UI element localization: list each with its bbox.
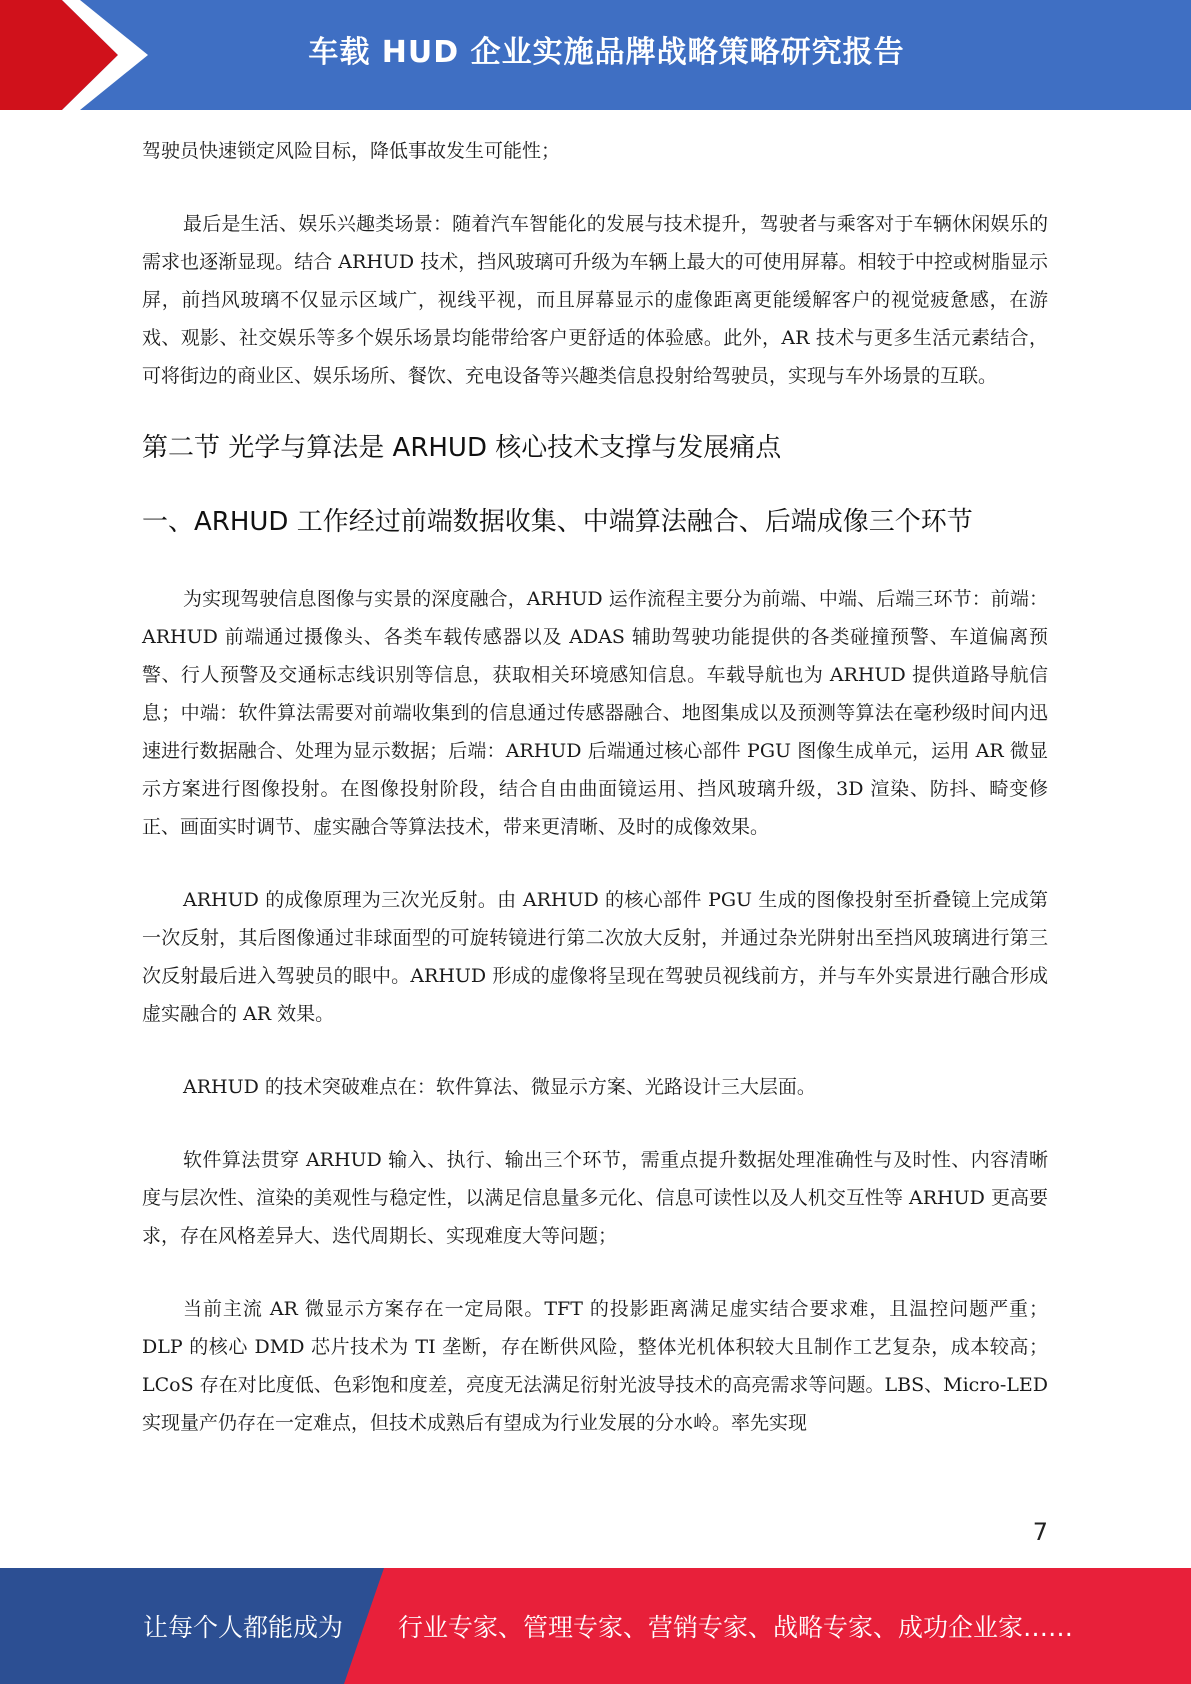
page-footer xyxy=(0,1568,1191,1684)
paragraph-continued: 驾驶员快速锁定风险目标，降低事故发生可能性； xyxy=(142,140,561,162)
subsection-heading: 一、ARHUD 工作经过前端数据收集、中端算法融合、后端成像三个环节 xyxy=(142,507,973,537)
paragraph-micro-display: 当前主流 AR 微显示方案存在一定局限。TFT 的投影距离满足虚实结合要求难，且温控问题严重；DLP 的核心 DMD 芯片技术为 TI 垄断，存在断供风险，整体光机体积较大且制作工艺复杂，成本较高；LCoS 存在对比度低、色彩饱和度差，亮度无法满足衍射光波导技术的高亮需求等问题。LBS、Micro-LED 实现量产仍存在一定难点，但技术成熟后有望成为行业发展的分水岭。率先实现 xyxy=(142,1298,1048,1434)
report-title: 车载 HUD 企业实施品牌战略策略研究报告 xyxy=(308,35,905,70)
section-heading: 第二节 光学与算法是 ARHUD 核心技术支撑与发展痛点 xyxy=(142,433,782,463)
document-body xyxy=(142,132,1048,1477)
page-header xyxy=(0,0,1191,110)
paragraph-workflow: 为实现驾驶信息图像与实景的深度融合，ARHUD 运作流程主要分为前端、中端、后端三环节：前端：ARHUD 前端通过摄像头、各类车载传感器以及 ADAS 辅助驾驶功能提供的各类碰撞预警、车道偏离预警、行人预警及交通标志线识别等信息，获取相关环境感知信息。车载导航也为 ARHUD 提供道路导航信息；中端：软件算法需要对前端收集到的信息通过传感器融合、地图集成以及预测等算法在毫秒级时间内迅速进行数据融合、处理为显示数据；后端：ARHUD 后端通过核心部件 PGU 图像生成单元，运用 AR 微显示方案进行图像投射。在图像投射阶段，结合自由曲面镜运用、挡风玻璃升级，3D 渲染、防抖、畸变修正、画面实时调节、虚实融合等算法技术，带来更清晰、及时的成像效果。 xyxy=(142,588,1048,838)
paragraph-entertainment-scenario: 最后是生活、娱乐兴趣类场景：随着汽车智能化的发展与技术提升，驾驶者与乘客对于车辆休闲娱乐的需求也逐渐显现。结合 ARHUD 技术，挡风玻璃可升级为车辆上最大的可使用屏幕。相较于中控或树脂显示屏，前挡风玻璃不仅显示区域广，视线平视，而且屏幕显示的虚像距离更能缓解客户的视觉疲惫感，在游戏、观影、社交娱乐等多个娱乐场景均能带给客户更舒适的体验感。此外，AR 技术与更多生活元素结合，可将街边的商业区、娱乐场所、餐饮、充电设备等兴趣类信息投射给驾驶员，实现与车外场景的互联。 xyxy=(142,213,1048,387)
footer-slogan-right: 行业专家、管理专家、营销专家、战略专家、成功企业家…… xyxy=(398,1613,1074,1642)
paragraph-technical-difficulties: ARHUD 的技术突破难点在：软件算法、微显示方案、光路设计三大层面。 xyxy=(183,1076,816,1098)
paragraph-imaging-principle: ARHUD 的成像原理为三次光反射。由 ARHUD 的核心部件 PGU 生成的图像投射至折叠镜上完成第一次反射，其后图像通过非球面型的可旋转镜进行第二次放大反射，并通过杂光阱射出至挡风玻璃进行第三次反射最后进入驾驶员的眼中。ARHUD 形成的虚像将呈现在驾驶员视线前方，并与车外实景进行融合形成虚实融合的 AR 效果。 xyxy=(142,889,1048,1025)
page-number: 7 xyxy=(1032,1518,1048,1546)
paragraph-software-algorithm: 软件算法贯穿 ARHUD 输入、执行、输出三个环节，需重点提升数据处理准确性与及时性、内容清晰度与层次性、渲染的美观性与稳定性，以满足信息量多元化、信息可读性以及人机交互性等 ARHUD 更高要求，存在风格差异大、迭代周期长、实现难度大等问题； xyxy=(142,1149,1048,1247)
footer-slogan-left: 让每个人都能成为 xyxy=(143,1613,344,1642)
